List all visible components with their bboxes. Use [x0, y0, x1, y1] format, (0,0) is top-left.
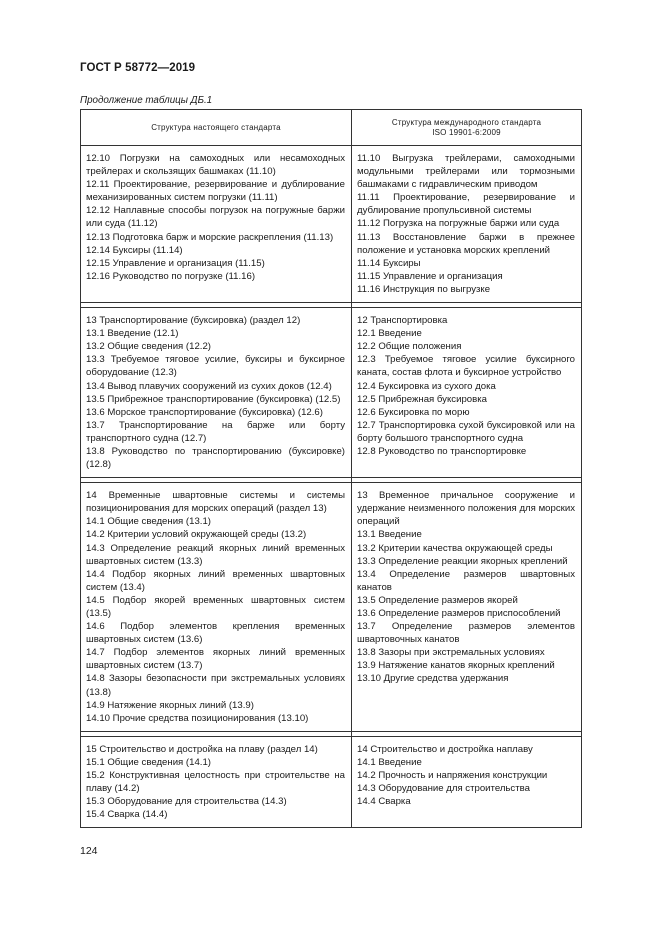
clause-entry: 12.6 Буксировка по морю: [357, 406, 470, 418]
table-header-row: [81, 110, 582, 146]
document-header-title: ГОСТ Р 58772—2019: [80, 62, 196, 74]
current-standard-cell: [81, 736, 352, 828]
clause-entry: 13.9 Натяжение канатов якорных креплений: [357, 660, 555, 672]
table-body: [81, 146, 582, 828]
clause-entry: 11.16 Инструкция по выгрузке: [357, 283, 491, 295]
column-header-current-standard: Структура настоящего стандарта: [81, 110, 352, 146]
clause-entry: 13.10 Другие средства удержания: [357, 673, 509, 685]
column-header-line: ISO 19901-6:2009: [432, 127, 501, 137]
clause-entry: 13.3 Требуемое тяговое усилие, буксиры и буксирное оборудование (12.3): [86, 354, 345, 379]
clause-entry: 12.12 Наплавные способы погрузок на погружные баржи или суда (11.12): [86, 205, 345, 230]
clause-entry: 12.16 Руководство по погрузке (11.16): [86, 270, 256, 282]
clause-entry: 11.13 Восстановление баржи в прежнее положение и установка морских креплений: [357, 231, 575, 256]
clause-entry: 13.1 Введение: [357, 529, 422, 541]
clause-entry: 11.14 Буксиры: [357, 257, 421, 269]
clause-entry: 13.7 Определение размеров элементов швартовочных канатов: [357, 621, 575, 646]
clause-entry: 14.1 Общие сведения (13.1): [86, 516, 211, 528]
clause-entry: 15.3 Оборудование для строительства (14.3): [86, 796, 287, 808]
clause-entry: 13.8 Руководство по транспортированию (буксировке) (12.8): [86, 445, 345, 471]
clause-entry: 13.3 Определение реакции якорных креплений: [357, 555, 568, 567]
clause-entry: 15 Строительство и достройка на плаву (раздел 14): [86, 743, 318, 755]
clause-entry: 13.8 Зазоры при экстремальных условиях: [357, 647, 545, 659]
clause-entry: 14.8 Зазоры безопасности при экстремальных условиях (13.8): [86, 673, 345, 698]
table-caption: Продолжение таблицы ДБ.1: [80, 95, 213, 106]
clause-entry: 12 Транспортировка: [357, 315, 448, 327]
clause-entry: 12.13 Подготовка барж и морские раскрепления (11.13): [86, 231, 334, 243]
column-header-line: Структура международного стандарта: [391, 117, 542, 127]
clause-entry: 13.7 Транспортирование на барже или борту транспортного судна (12.7): [86, 419, 345, 444]
clause-entry: 12.8 Руководство по транспортировке: [357, 445, 527, 457]
clause-entry: 12.2 Общие положения: [357, 341, 462, 353]
international-standard-cell: [352, 483, 582, 732]
clause-entry: 14.3 Оборудование для строительства: [357, 783, 530, 795]
clause-entry: 13.4 Определение размеров швартовных канатов: [357, 568, 575, 593]
clause-entry: 12.4 Буксировка из сухого дока: [357, 380, 496, 392]
clause-entry: 14 Строительство и достройка наплаву: [357, 743, 533, 755]
clause-entry: 13 Временное причальное сооружение и удержание неизменного положения для морских операций: [357, 490, 575, 528]
clause-entry: 14.5 Подбор якорей временных швартовных систем (13.5): [86, 594, 345, 619]
clause-entry: 13.2 Общие сведения (12.2): [86, 341, 211, 353]
clause-entry: 12.11 Проектирование, резервирование и дублирование механизированных систем погрузки (11.11): [86, 179, 345, 204]
clause-entry: 14.9 Натяжение якорных линий (13.9): [86, 699, 254, 711]
clause-entry: 13.1 Введение (12.1): [86, 328, 179, 340]
clause-entry: 14 Временные швартовные системы и системы позиционирования для морских операций (раздел 13): [86, 490, 345, 515]
clause-entry: 15.2 Конструктивная целостность при строительстве на плаву (14.2): [86, 770, 345, 795]
clause-entry: 14.10 Прочие средства позиционирования (13.10): [86, 712, 309, 724]
clause-entry: 14.2 Критерии условий окружающей среды (13.2): [86, 529, 307, 541]
clause-entry: 14.3 Определение реакций якорных линий временных швартовных систем (13.3): [86, 542, 345, 567]
clause-entry: 11.11 Проектирование, резервирование и дублирование пропульсивной системы: [357, 192, 575, 217]
current-standard-cell: [81, 483, 352, 732]
clause-entry: 12.3 Требуемое тяговое усилие буксирного каната, состав флота и буксирное устройство: [357, 354, 575, 379]
clause-entry: 12.15 Управление и организация (11.15): [86, 257, 265, 269]
clause-entry: 13.5 Прибрежное транспортирование (буксировка) (12.5): [86, 393, 341, 405]
table-row: [81, 308, 582, 478]
clause-entry: 11.10 Выгрузка трейлерами, самоходными модульными трейлерами или тормозными башмаками с гидравлическим приводом: [357, 153, 575, 191]
current-standard-cell: [81, 308, 352, 478]
clause-entry: 13.4 Вывод плавучих сооружений из сухих доков (12.4): [86, 380, 332, 392]
clause-entry: 12.1 Введение: [357, 328, 422, 340]
clause-entry: 12.14 Буксиры (11.14): [86, 244, 183, 256]
table-row: [81, 146, 582, 303]
clause-entry: 14.1 Введение: [357, 756, 422, 768]
clause-entry: 13.2 Критерии качества окружающей среды: [357, 542, 553, 554]
column-header-international-standard: [352, 110, 582, 146]
clause-entry: 11.12 Погрузка на погружные баржи или суда: [357, 218, 560, 230]
clause-entry: 11.15 Управление и организация: [357, 270, 503, 282]
clause-entry: 14.6 Подбор элементов крепления временных швартовных систем (13.6): [86, 621, 345, 646]
clause-entry: 13 Транспортирование (буксировка) (раздел 12): [86, 315, 301, 327]
clause-entry: 12.10 Погрузки на самоходных или несамоходных трейлерах и скользящих башмаках (11.10): [86, 153, 345, 178]
clause-entry: 13.6 Определение размеров приспособлений: [357, 608, 561, 619]
clause-entry: 14.4 Сварка: [357, 796, 411, 808]
table-row: [81, 736, 582, 828]
current-standard-cell: [81, 146, 352, 303]
table-row: [81, 483, 582, 732]
clause-entry: 14.7 Подбор элементов якорных линий временных швартовных систем (13.7): [86, 647, 345, 672]
standards-structure-table: [80, 109, 582, 828]
page-number: 124: [80, 845, 98, 857]
clause-entry: 14.2 Прочность и напряжения конструкции: [357, 770, 548, 782]
clause-entry: 15.1 Общие сведения (14.1): [86, 756, 211, 768]
clause-entry: 13.6 Морское транспортирование (буксировка) (12.6): [86, 406, 323, 418]
international-standard-cell: [352, 308, 582, 478]
international-standard-cell: [352, 736, 582, 828]
clause-entry: 14.4 Подбор якорных линий временных швартовных систем (13.4): [86, 568, 345, 593]
clause-entry: 12.5 Прибрежная буксировка: [357, 393, 487, 405]
international-standard-cell: [352, 146, 582, 303]
clause-entry: 13.5 Определение размеров якорей: [357, 594, 518, 606]
clause-entry: 15.4 Сварка (14.4): [86, 809, 168, 821]
clause-entry: 12.7 Транспортировка сухой буксировкой или на борту большого транспортного судна: [357, 419, 575, 444]
